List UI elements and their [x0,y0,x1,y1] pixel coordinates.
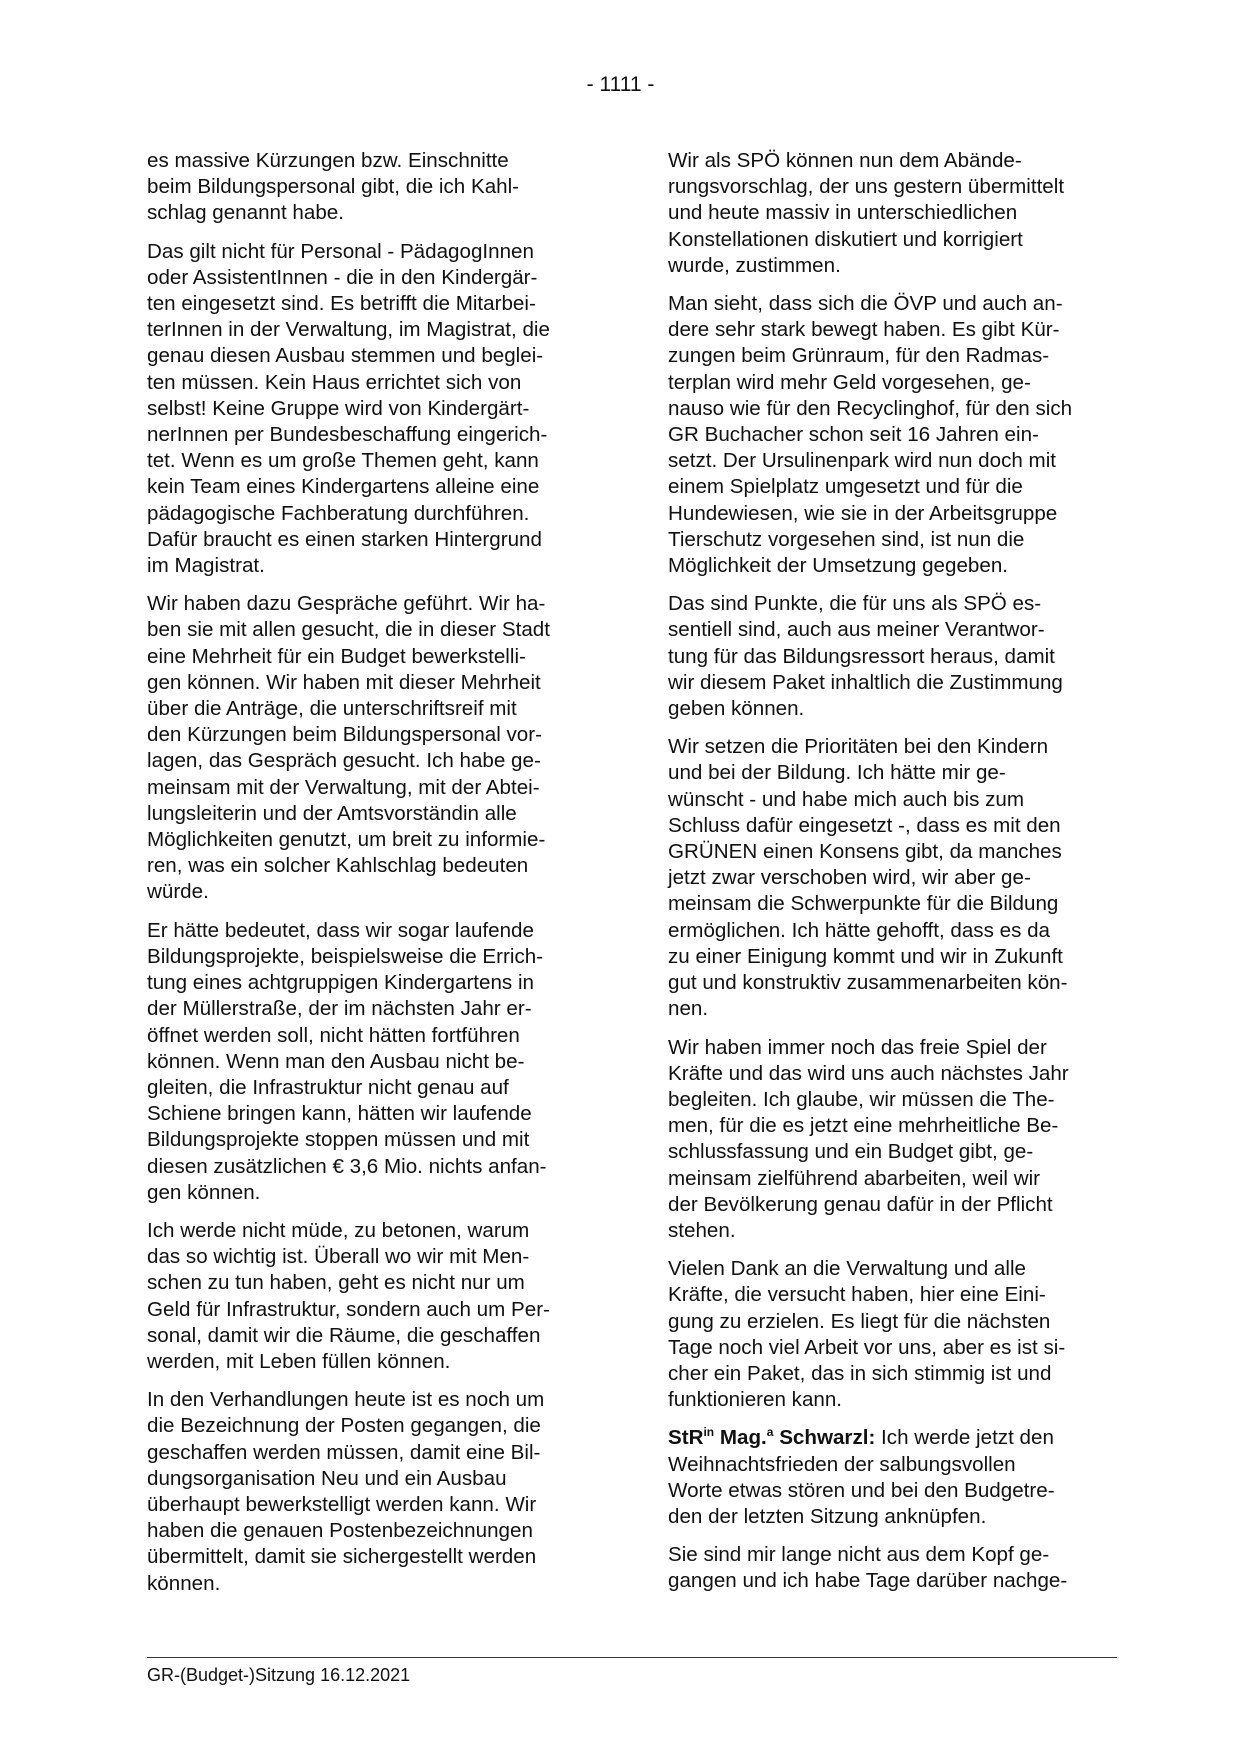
text-line: gen können. [147,1180,261,1204]
right-column [668,148,1104,1607]
text-line: begleiten. Ich glaube, wir müssen die The- [668,1087,1055,1111]
speaker-paragraph [668,1425,1104,1530]
text-line: cher ein Paket, das in sich stimmig ist und [668,1361,1052,1385]
text-line: ben sie mit allen gesucht, die in dieser Stadt [147,618,550,642]
text-line: geschaffen werden müssen, damit eine Bil- [147,1440,541,1464]
text-line: Kräfte, die versucht haben, hier eine Eini- [668,1283,1046,1307]
text-line: funktionieren kann. [668,1388,843,1412]
text-line: Hundewiesen, wie sie in der Arbeitsgruppe [668,501,1058,525]
text-line: terInnen in der Verwaltung, im Magistrat, die [147,318,550,342]
paragraph [147,239,583,580]
paragraph [147,1387,583,1597]
text-line: einem Spielplatz umgesetzt und für die [668,475,1023,499]
text-line: die Bezeichnung der Posten gegangen, die [147,1414,541,1438]
paragraph [147,148,583,227]
text-line: gleiten, die Infrastruktur nicht genau auf [147,1075,509,1099]
text-line: Worte etwas stören und bei den Budgetre- [668,1478,1055,1502]
text-line: Bildungsprojekte, beispielsweise die Errich- [147,944,544,968]
text-line: über die Anträge, die unterschriftsreif mit [147,697,517,721]
paragraph [147,918,583,1206]
text-line: ren, was ein solcher Kahlschlag bedeuten [147,854,529,878]
text-line: selbst! Keine Gruppe wird von Kindergärt- [147,396,530,420]
text-line: wurde, zustimmen. [668,253,841,277]
text-line: zu einer Einigung kommt und wir in Zukunft [668,944,1063,968]
text-line: rungsvorschlag, der uns gestern übermittelt [668,175,1065,199]
text-line: gung zu erzielen. Es liegt für die nächsten [668,1309,1051,1333]
text-line: schen zu tun haben, geht es nicht nur um [147,1271,525,1295]
text-line: schlag genannt habe. [147,201,344,225]
text-line: kein Team eines Kindergartens alleine eine [147,475,540,499]
left-column [147,148,583,1609]
text-line: übermittelt, damit sie sichergestellt werden [147,1545,537,1569]
text-line: meinsam mit der Verwaltung, mit der Abtei- [147,775,540,799]
speaker-name: StR$^{in}$ Mag.$^a$ Schwarzl: [668,1425,876,1450]
text-line: tung für das Bildungsressort heraus, damit [668,644,1055,668]
text-line: Tage noch viel Arbeit vor uns, aber es ist si- [668,1335,1066,1359]
text-line: zungen beim Grünraum, für den Radmas- [668,344,1050,368]
text-line: dungsorganisation Neu und ein Ausbau [147,1466,507,1490]
text-line: das so wichtig ist. Überall wo wir mit Men- [147,1245,530,1269]
text-line: Vielen Dank an die Verwaltung und alle [668,1257,1026,1281]
text-line: der Bevölkerung genau dafür in der Pflicht [668,1192,1053,1216]
text-line: terplan wird mehr Geld vorgesehen, ge- [668,370,1031,394]
text-line: nerInnen per Bundesbeschaffung eingerich- [147,423,548,447]
text-line: nauso wie für den Recyclinghof, für den sich [668,396,1073,420]
text-line: können. Wenn man den Ausbau nicht be- [147,1049,525,1073]
paragraph [668,734,1104,1022]
text-line: sonal, damit wir die Räume, die geschaffen [147,1323,541,1347]
text-line: tung eines achtgruppigen Kindergartens in [147,971,534,995]
text-line: geben können. [668,697,805,721]
text-line: lungsleiterin und der Amtsvorständin alle [147,801,517,825]
text-line: Ich werde jetzt den [875,1426,1054,1450]
text-line: wir diesem Paket inhaltlich die Zustimmung [668,670,1063,694]
text-line: haben die genauen Postenbezeichnungen [147,1519,533,1543]
text-line: werden, mit Leben füllen können. [147,1349,451,1373]
text-line: ten müssen. Kein Haus errichtet sich von [147,370,522,394]
paragraph [668,1542,1104,1594]
text-line: Bildungsprojekte stoppen müssen und mit [147,1128,530,1152]
text-line: GRÜNEN einen Konsens gibt, da manches [668,840,1062,864]
text-line: oder AssistentInnen - die in den Kindergär- [147,265,538,289]
text-line: und heute massiv in unterschiedlichen [668,201,1018,225]
text-line: gen können. Wir haben mit dieser Mehrheit [147,670,541,694]
text-line: es massive Kürzungen bzw. Einschnitte [147,149,509,172]
text-line: stehen. [668,1218,736,1242]
text-line: Wir setzen die Prioritäten bei den Kindern [668,735,1049,759]
text-line: meinsam zielführend abarbeiten, weil wir [668,1166,1041,1190]
text-line: Wir haben immer noch das freie Spiel der [668,1035,1047,1059]
text-line: setzt. Der Ursulinenpark wird nun doch mit [668,449,1057,473]
text-line: Geld für Infrastruktur, sondern auch um Per- [147,1297,550,1321]
text-line: Das gilt nicht für Personal - PädagogInnen [147,239,534,263]
paragraph [668,1035,1104,1245]
text-line: tet. Wenn es um große Themen geht, kann [147,449,539,473]
text-line: ermöglichen. Ich hätte gehofft, dass es da [668,918,1050,942]
text-line: Kräfte und das wird uns auch nächstes Jahr [668,1061,1069,1085]
text-line: Weihnachtsfrieden der salbungsvollen [668,1452,1016,1476]
text-line: gangen und ich habe Tage darüber nachge- [668,1569,1068,1593]
text-line: und bei der Bildung. Ich hätte mir ge- [668,761,1006,785]
text-line: schlussfassung und ein Budget gibt, ge- [668,1140,1034,1164]
text-line: wünscht - und habe mich auch bis zum [668,787,1024,811]
text-line: In den Verhandlungen heute ist es noch um [147,1388,545,1412]
text-line: den Kürzungen beim Bildungspersonal vor- [147,723,542,747]
text-line: GR Buchacher schon seit 16 Jahren ein- [668,423,1039,447]
text-line: eine Mehrheit für ein Budget bewerkstelli- [147,644,526,668]
text-line: öffnet werden soll, nicht hätten fortführen [147,1023,520,1047]
text-line: sentiell sind, auch aus meiner Verantwor- [668,618,1045,642]
text-line: Dafür braucht es einen starken Hintergrund [147,527,542,551]
text-line: ten eingesetzt sind. Es betrifft die Mitarbei- [147,292,536,316]
text-line: Sie sind mir lange nicht aus dem Kopf ge- [668,1543,1050,1567]
text-line: Schluss dafür eingesetzt -, dass es mit den [668,813,1061,837]
text-line: genau diesen Ausbau stemmen und beglei- [147,344,544,368]
paragraph [147,1218,583,1375]
text-line: dere sehr stark bewegt haben. Es gibt Kür- [668,318,1060,342]
text-line: der Müllerstraße, der im nächsten Jahr er- [147,997,532,1021]
text-line: Möglichkeiten genutzt, um breit zu informie- [147,828,546,852]
text-line: Er hätte bedeutet, dass wir sogar laufende [147,918,534,942]
text-line: können. [147,1571,221,1595]
text-line: Konstellationen diskutiert und korrigiert [668,227,1023,251]
paragraph [147,591,583,905]
text-line: pädagogische Fachberatung durchführen. [147,501,530,525]
text-line: meinsam die Schwerpunkte für die Bildung [668,892,1059,916]
footer-text: GR-(Budget-)Sitzung 16.12.2021 [147,1665,411,1685]
footer-divider [147,1657,1117,1658]
text-line: Das sind Punkte, die für uns als SPÖ es- [668,592,1042,616]
text-line: Ich werde nicht müde, zu betonen, warum [147,1218,530,1242]
text-line: jetzt zwar verschoben wird, wir aber ge- [668,866,1031,890]
text-line: men, für die es jetzt eine mehrheitliche Be- [668,1114,1059,1138]
text-line: Wir haben dazu Gespräche geführt. Wir ha- [147,592,546,616]
text-line: überhaupt bewerkstelligt werden kann. Wir [147,1492,537,1516]
text-line: beim Bildungspersonal gibt, die ich Kahl- [147,175,520,199]
text-line: diesen zusätzlichen € 3,6 Mio. nichts anfan- [147,1154,547,1178]
text-line: Tierschutz vorgesehen sind, ist nun die [668,527,1025,551]
paragraph [668,148,1104,279]
text-line: im Magistrat. [147,554,265,578]
paragraph [668,591,1104,722]
text-line: Schiene bringen kann, hätten wir laufende [147,1102,532,1126]
text-line: lagen, das Gespräch gesucht. Ich habe ge- [147,749,541,773]
text-line: Man sieht, dass sich die ÖVP und auch an- [668,292,1063,316]
text-line: Möglichkeit der Umsetzung gegeben. [668,554,1008,578]
text-line: würde. [147,880,209,904]
text-line: den der letzten Sitzung anknüpfen. [668,1504,987,1528]
text-line: Wir als SPÖ können nun dem Abände- [668,149,1022,172]
paragraph [668,291,1104,579]
text-line: nen. [668,997,709,1021]
page-number: - 1111 - [586,73,655,96]
text-line: gut und konstruktiv zusammenarbeiten kön- [668,971,1068,995]
paragraph [668,1256,1104,1413]
